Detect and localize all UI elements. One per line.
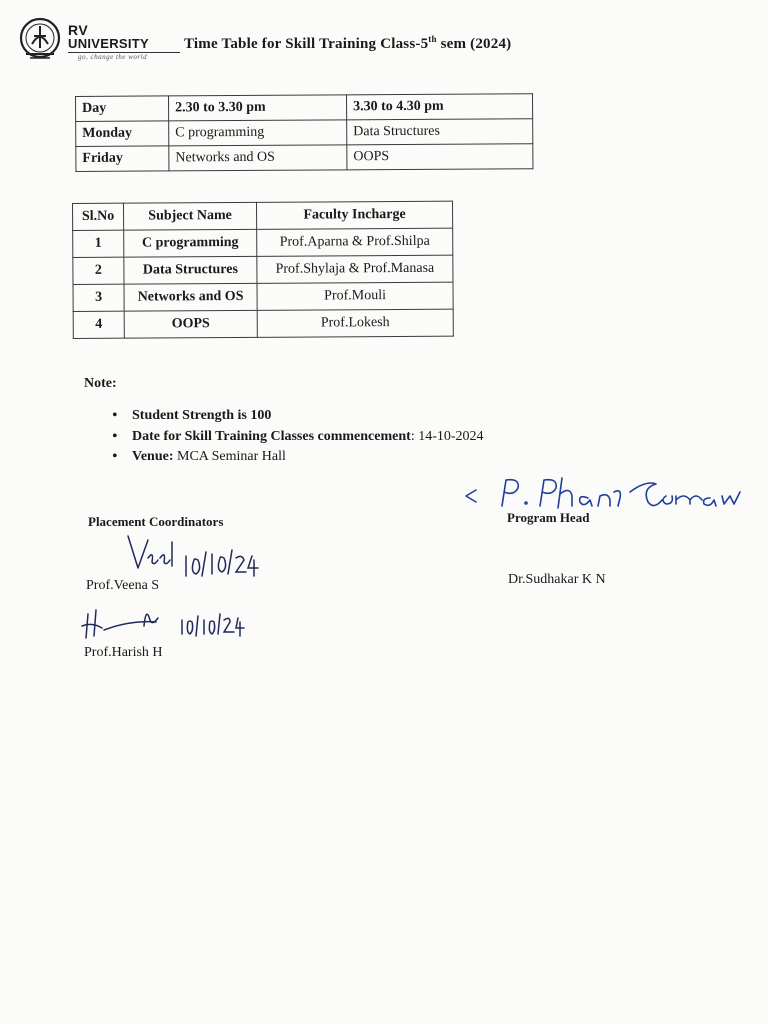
table-cell: 2	[73, 257, 124, 284]
note-text: : 14-10-2024	[410, 428, 484, 444]
table-cell: OOPS	[124, 310, 257, 338]
table-cell: C programming	[124, 229, 257, 257]
table-cell: OOPS	[347, 144, 533, 170]
table-row	[76, 119, 533, 147]
table-cell: Networks and OS	[169, 145, 347, 171]
coordinator-2-signature-date	[178, 612, 248, 640]
table-row	[73, 309, 453, 338]
note-bold-text: Student Strength is 100	[132, 408, 272, 423]
title-main: Time Table for Skill Training Class-5	[184, 36, 429, 52]
table-header-cell: 2.30 to 3.30 pm	[169, 95, 347, 121]
note-heading: Note:	[84, 376, 117, 391]
logo-tagline: go, change the world	[78, 53, 148, 61]
table-cell: Data Structures	[124, 256, 257, 284]
table-header-row	[76, 94, 533, 122]
university-emblem-icon	[18, 14, 62, 64]
table-header-cell: 3.30 to 4.30 pm	[346, 94, 532, 120]
table-row	[73, 228, 453, 257]
program-head-heading: Program Head	[507, 510, 590, 525]
page-title	[184, 34, 511, 53]
university-logo	[18, 14, 168, 70]
program-head-name: Dr.Sudhakar K N	[508, 572, 606, 587]
program-head-signature	[462, 470, 758, 514]
note-text: MCA Seminar Hall	[173, 449, 286, 464]
table-cell: Prof.Mouli	[257, 282, 453, 310]
table-header-cell: Faculty Incharge	[256, 201, 452, 229]
table-cell: Prof.Aparna & Prof.Shilpa	[257, 228, 453, 256]
list-item	[112, 449, 484, 470]
table-cell: Data Structures	[347, 119, 533, 145]
note-list	[112, 408, 484, 470]
list-item	[112, 408, 484, 429]
timetable-table	[75, 93, 533, 172]
table-cell: Networks and OS	[124, 283, 257, 311]
coordinator-2-name: Prof.Harish H	[84, 645, 163, 660]
table-header-cell: Day	[76, 96, 169, 122]
table-row	[76, 144, 533, 172]
note-bold-text: Date for Skill Training Classes commencement	[132, 428, 411, 444]
placement-coordinators-heading: Placement Coordinators	[88, 514, 224, 529]
title-sup: th	[428, 34, 437, 44]
table-header-cell: Sl.No	[73, 203, 124, 230]
table-cell: 4	[73, 311, 124, 338]
list-item	[112, 429, 484, 450]
coordinator-1-name: Prof.Veena S	[86, 578, 160, 593]
table-cell: 1	[73, 230, 124, 257]
table-cell: Prof.Lokesh	[257, 309, 453, 337]
table-row	[73, 255, 453, 284]
table-cell: 3	[73, 284, 124, 311]
table-row	[73, 282, 453, 311]
table-cell: Friday	[76, 146, 169, 172]
title-rest: sem (2024)	[436, 36, 512, 52]
logo-text-university: UNIVERSITY	[68, 36, 150, 51]
table-cell: Prof.Shylaja & Prof.Manasa	[257, 255, 453, 283]
coordinator-1-signature-date	[180, 546, 260, 582]
logo-text-rv: RV	[68, 22, 89, 38]
table-header-row	[73, 201, 453, 230]
table-cell: Monday	[76, 121, 169, 147]
note-bold-text: Venue:	[132, 449, 174, 464]
faculty-table	[72, 201, 454, 339]
table-header-cell: Subject Name	[124, 202, 257, 230]
table-cell: C programming	[169, 120, 347, 146]
